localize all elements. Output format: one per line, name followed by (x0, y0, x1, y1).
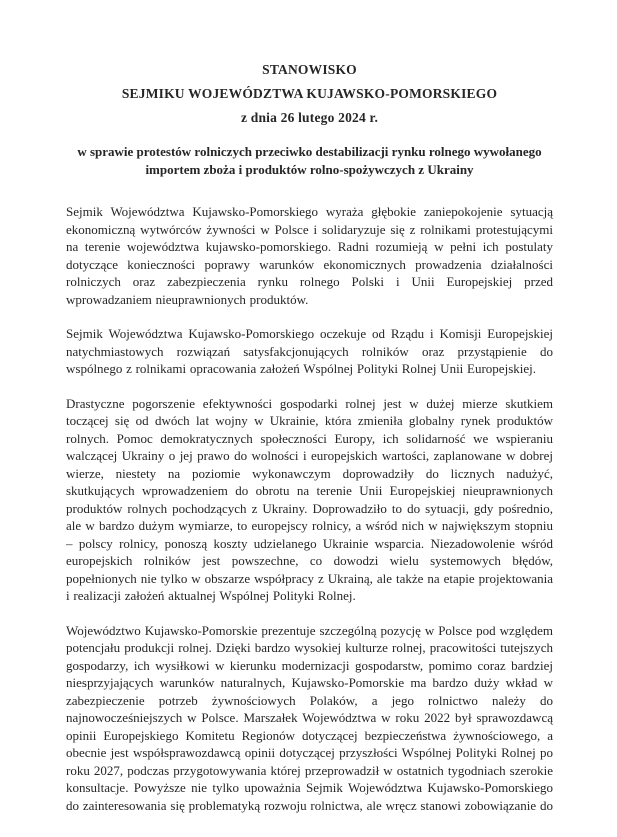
document-header (66, 58, 553, 130)
body-paragraph-1: Sejmik Województwa Kujawsko-Pomorskiego wyraża głębokie zaniepokojenie sytuacją ekonomiczną wytwórców żywności w Polsce i solidaryzuje się z rolnikami protestującymi na terenie województwa kujawsko-pomorskiego. Radni rozumieją w pełni ich postulaty dotyczące konieczności poprawy warunków ekonomicznych prowadzenia działalności rolniczych oraz zabezpieczenia rynku rolnego Polski i Unii Europejskiej przed wprowadzaniem nieuprawnionych produktów. (66, 204, 553, 307)
document-type-title: STANOWISKO (262, 62, 357, 77)
body-paragraph-3: Drastyczne pogorszenie efektywności gospodarki rolnej jest w dużej mierze skutkiem toczącej się od dwóch lat wojny w Ukrainie, która zmieniła globalny rynek produktów rolnych. Pomoc demokratycznych społeczności Europy, ich solidarność we wspieraniu walczącej Ukrainy o jej prawo do wolności i europejskich wartości, zaplanowane w dobrej wierze, niestety na poziomie wykonawczym doprowadziły do licznych nadużyć, skutkujących wprowadzeniem do obrotu na terenie Unii Europejskiej nieuprawnionych produktów rolnych pochodzących z Ukrainy. Doprowadziło to do sytuacji, gdy pośrednio, ale w bardzo dużym wymiarze, to europejscy rolnicy, a wśród nich w największym stopniu – polscy rolnicy, ponoszą koszty udzielanego Ukrainie wsparcia. Niezadowolenie wśród europejskich rolników jest powszechne, co dowodzi wielu systemowych błędów, popełnionych nie tylko w obszarze współpracy z Ukrainą, ale także na etapie projektowania i realizacji założeń aktualnej Wspólnej Polityki Rolnej. (66, 395, 553, 603)
body-paragraph-4: Województwo Kujawsko-Pomorskie prezentuje szczególną pozycję w Polsce pod względem potencjału produkcji rolnej. Dzięki bardzo wysokiej kulturze rolnej, pracowitości tutejszych gospodarzy, ich wysiłkowi w kierunku modernizacji gospodarstw, pomimo coraz bardziej niesprzyjających warunków naturalnych, Kujawsko-Pomorskie ma bardzo duży wkład w zabezpieczenie potrzeb żywnościowych Polaków, a jego rolnictwo należy do najnowocześniejszych w Polsce. Marszałek Województwa w roku 2022 był sprawozdawcą opinii Europejskiego Komitetu Regionów dotyczącej bezpieczeństwa żywnościowego, a obecnie jest współsprawozdawcą opinii dotyczącej przyszłości Wspólnej Polityki Rolnej po roku 2027, podczas przygotowywania której przeprowadził w ostatnich tygodniach szerokie konsultacje. Powyższe nie tylko upoważnia Sejmik Województwa Kujawsko-Pomorskiego do zainteresowania się problematyką rozwoju rolnictwa, ale wręcz stanowi zobowiązanie do (66, 622, 553, 813)
body-paragraph-2: Sejmik Województwa Kujawsko-Pomorskiego oczekuje od Rządu i Komisji Europejskiej natychmiastowych rozwiązań satysfakcjonujących rolników oraz przystąpienie do wspólnego z rolnikami opracowania założeń Wspólnej Polityki Rolnej Unii Europejskiej. (66, 326, 553, 376)
document-subject: w sprawie protestów rolniczych przeciwko destabilizacji rynku rolnego wywołanego importem zboża i produktów rolno-spożywczych z Ukrainy (77, 144, 542, 177)
document-date: z dnia 26 lutego 2024 r. (240, 110, 379, 125)
document-issuer: SEJMIKU WOJEWÓDZTWA KUJAWSKO-POMORSKIEGO (121, 86, 498, 101)
document-body (66, 203, 553, 814)
